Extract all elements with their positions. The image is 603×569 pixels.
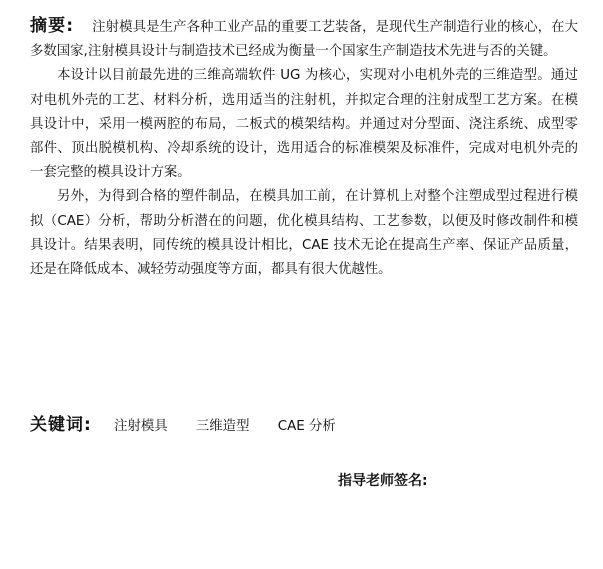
advisor-signature-label: 指导老师签名:	[338, 473, 428, 489]
abstract-label: 摘要:	[30, 16, 75, 36]
keywords-label: 关键词:	[30, 415, 92, 435]
abstract-paragraph-1	[30, 14, 578, 64]
keyword-item: CAE 分析	[277, 419, 336, 434]
keywords-section	[30, 410, 360, 435]
abstract-text-1: 注射模具是生产各种工业产品的重要工艺装备，是现代生产制造行业的核心，在大多数国家,注射模具设计与制造技术已经成为衡量一个国家生产制造技术先进与否的关键。	[30, 20, 578, 60]
abstract-paragraph-2: 本设计以目前最先进的三维高端软件 UG 为核心，实现对小电机外壳的三维造型。通过对电机外壳的工艺、材料分析，选用适当的注射机，并拟定合理的注射成型工艺方案。在模具设计中，采用一模两腔的布局，二板式的模架结构。并通过对分型面、浇注系统、成型零部件、顶出脱模机构、冷却系统的设计，选用适合的标准模架及标准件，完成对电机外壳的一套完整的模具设计方案。	[30, 68, 578, 181]
abstract-section	[30, 14, 578, 282]
abstract-paragraph-3: 另外，为得到合格的塑件制品，在模具加工前，在计算机上对整个注塑成型过程进行模拟（CAE）分析，帮助分析潜在的问题，优化模具结构、工艺参数，以便及时修改制件和模具设计。结果表明，同传统的模具设计相比，CAE 技术无论在提高生产率、保证产品质量，还是在降低成本、减轻劳动强度等方面，都具有很大优越性。	[30, 189, 578, 278]
keyword-item: 注射模具	[114, 419, 168, 434]
keyword-item: 三维造型	[195, 419, 250, 434]
